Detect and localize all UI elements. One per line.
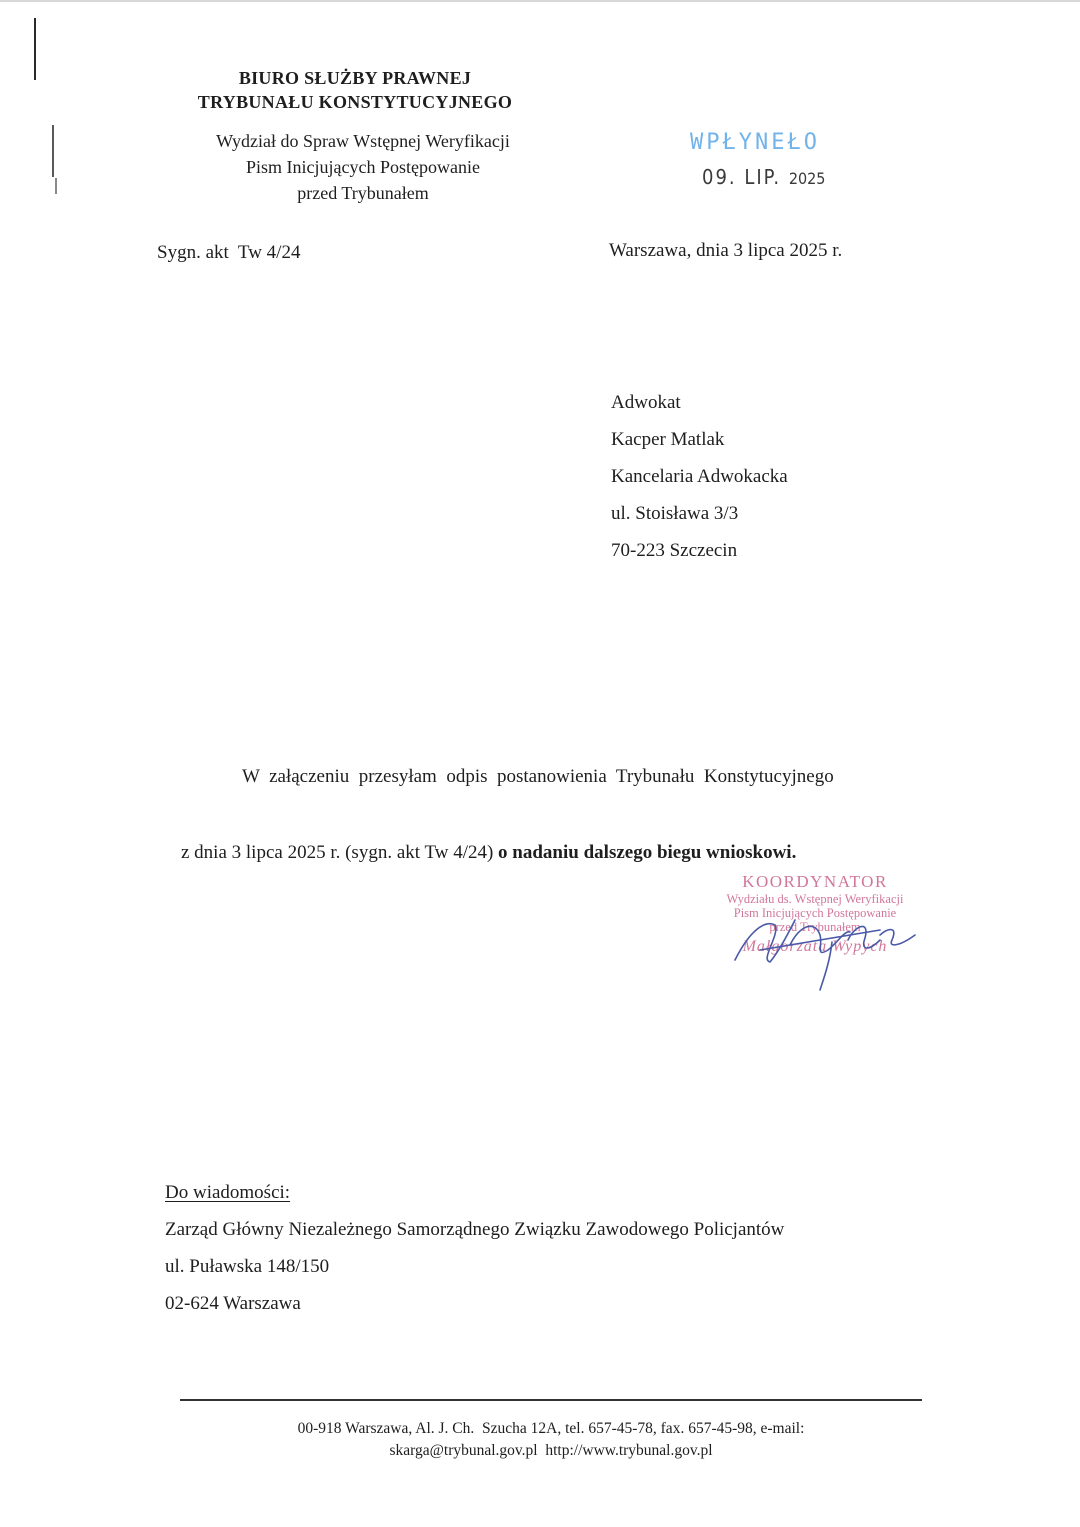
recipient-firm: Kancelaria Adwokacka <box>611 466 788 487</box>
scan-margin-mark <box>55 178 57 194</box>
received-stamp-label: WPŁYNEŁO <box>690 130 820 155</box>
received-stamp-month: LIP. <box>744 165 782 189</box>
footer-contact-line: 00-918 Warszawa, Al. J. Ch. Szucha 12A, tel. 657-45-78, fax. 657-45-98, e-mail: <box>297 1420 805 1437</box>
office-header <box>150 66 560 114</box>
copy-to-org: Zarząd Główny Niezależnego Samorządnego Związku Zawodowego Policjantów <box>165 1219 785 1240</box>
scan-margin-mark <box>34 18 36 80</box>
copy-to-street: ul. Puławska 148/150 <box>165 1256 330 1277</box>
letter-body-emphasis: o nadaniu dalszego biegu wnioskowi. <box>498 842 797 863</box>
letter-body-line1: W załączeniu przesyłam odpis postanowienia Trybunału Konstytucyjnego <box>242 766 834 787</box>
received-stamp <box>690 130 840 189</box>
scan-margin-mark <box>52 125 54 177</box>
copy-to-city: 02-624 Warszawa <box>165 1293 301 1314</box>
coordinator-stamp-name: Małgorzata Wypych <box>742 938 888 955</box>
coordinator-stamp-title: KOORDYNATOR <box>742 872 888 891</box>
recipient-name: Kacper Matlak <box>611 429 725 450</box>
department-line1: Wydział do Spraw Wstępnej Weryfikacji <box>216 131 510 151</box>
coordinator-stamp-line3: przed Trybunałem <box>769 920 861 934</box>
recipient-city: 70-223 Szczecin <box>611 540 738 561</box>
handwritten-signature <box>720 890 940 1000</box>
scan-top-edge <box>0 0 1080 2</box>
recipient-address <box>611 384 788 569</box>
recipient-title: Adwokat <box>611 392 681 413</box>
footer-divider <box>180 1399 922 1401</box>
received-stamp-year: 2025 <box>788 169 826 188</box>
coordinator-stamp-line1: Wydziału ds. Wstępnej Weryfikacji <box>726 892 904 906</box>
received-stamp-day: 09. <box>702 165 737 189</box>
footer <box>180 1418 922 1462</box>
copy-to-section <box>165 1174 784 1322</box>
recipient-street: ul. Stoisława 3/3 <box>611 503 739 524</box>
department-line2: Pism Inicjujących Postępowanie <box>246 157 480 177</box>
copy-to-heading: Do wiadomości: <box>165 1182 291 1203</box>
footer-web-line: skarga@trybunal.gov.pl http://www.trybunal.gov.pl <box>389 1442 713 1459</box>
case-reference: Sygn. akt Tw 4/24 <box>157 242 301 263</box>
department-line3: przed Trybunałem <box>297 183 429 203</box>
coordinator-stamp-line2: Pism Inicjujących Postępowanie <box>733 906 897 920</box>
received-stamp-date <box>702 165 840 189</box>
department-block <box>150 128 576 206</box>
place-and-date: Warszawa, dnia 3 lipca 2025 r. <box>609 240 843 261</box>
office-name-line2: TRYBUNAŁU KONSTYTUCYJNEGO <box>197 92 513 112</box>
office-name-line1: BIURO SŁUŻBY PRAWNEJ <box>238 68 472 88</box>
letter-body-text: z dnia 3 lipca 2025 r. (sygn. akt Tw 4/24) <box>181 842 499 863</box>
